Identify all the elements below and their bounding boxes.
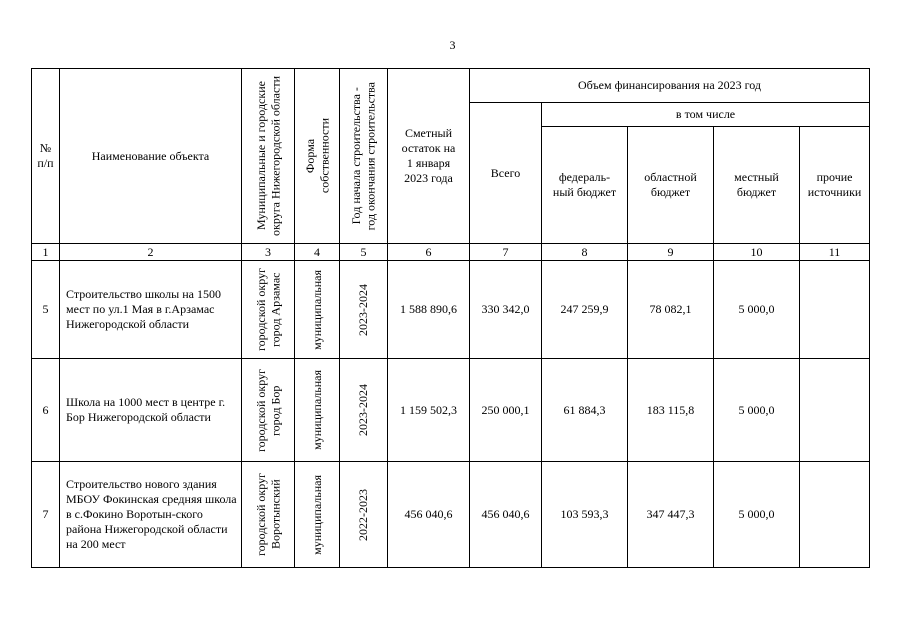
object-name: Строительство нового здания МБОУ Фокинская средняя школа в с.Фокино Воротын-ского района Нижегородской области на 200 мест [60,462,242,568]
header-num: № п/п [32,69,60,244]
column-number: 4 [295,244,340,261]
regional-cell: 347 447,3 [628,462,714,568]
table-header [32,69,870,261]
ownership-cell [295,261,340,359]
ownership-text: муниципальная [309,370,324,450]
municipality-cell [242,261,295,359]
years-text: 2022-2023 [356,488,371,541]
header-total: Всего [470,103,542,244]
header-funding: Объем финансирования на 2023 год [470,69,870,103]
header-name: Наименование объекта [60,69,242,244]
ownership-text: муниципальная [309,474,324,555]
column-number: 2 [60,244,242,261]
years-cell [340,359,388,462]
row-num: 5 [32,261,60,359]
total-cell: 330 342,0 [470,261,542,359]
municipality-text: городской округ город Бор [253,368,282,452]
municipality-text: городской округ город Арзамас [253,268,282,351]
header-including: в том числе [542,103,870,127]
header-balance: Сметный остаток на 1 января 2023 года [388,69,470,244]
ownership-cell [295,359,340,462]
column-number: 7 [470,244,542,261]
header-ownership [295,69,340,244]
balance-cell: 1 159 502,3 [388,359,470,462]
table-row [32,462,870,568]
local-cell: 5 000,0 [714,462,800,568]
object-name: Строительство школы на 1500 мест по ул.1 Мая в г.Арзамас Нижегородской области [60,261,242,359]
column-number: 9 [628,244,714,261]
column-numbers-row [32,244,870,261]
header-municipality [242,69,295,244]
header-local: местный бюджет [714,127,800,244]
federal-cell: 247 259,9 [542,261,628,359]
total-cell: 456 040,6 [470,462,542,568]
header-regional: областной бюджет [628,127,714,244]
table-row [32,359,870,462]
years-cell [340,261,388,359]
financing-table [31,68,870,568]
total-cell: 250 000,1 [470,359,542,462]
federal-cell: 103 593,3 [542,462,628,568]
regional-cell: 183 115,8 [628,359,714,462]
table-row [32,261,870,359]
column-number: 8 [542,244,628,261]
column-number: 3 [242,244,295,261]
column-number: 1 [32,244,60,261]
object-name: Школа на 1000 мест в центре г. Бор Нижегородской области [60,359,242,462]
row-num: 6 [32,359,60,462]
header-municipality-text: Муниципальные и городские округа Нижегородской области [253,76,282,236]
header-other: прочие источники [800,127,870,244]
local-cell: 5 000,0 [714,261,800,359]
balance-cell: 1 588 890,6 [388,261,470,359]
balance-cell: 456 040,6 [388,462,470,568]
column-number: 5 [340,244,388,261]
regional-cell: 78 082,1 [628,261,714,359]
municipality-cell [242,359,295,462]
municipality-text: городской округ Воротынский [253,473,282,556]
row-num: 7 [32,462,60,568]
page-number: 3 [449,38,456,52]
column-number: 10 [714,244,800,261]
years-cell [340,462,388,568]
header-years [340,69,388,244]
header-years-text: Год начала строительства - год окончания строительства [349,81,378,231]
years-text: 2023-2024 [356,384,371,436]
municipality-cell [242,462,295,568]
header-ownership-text: Форма собственности [302,118,331,194]
other-cell [800,462,870,568]
header-federal: федераль- ный бюджет [542,127,628,244]
column-number: 6 [388,244,470,261]
ownership-text: муниципальная [309,269,324,350]
other-cell [800,359,870,462]
local-cell: 5 000,0 [714,359,800,462]
federal-cell: 61 884,3 [542,359,628,462]
other-cell [800,261,870,359]
column-number: 11 [800,244,870,261]
years-text: 2023-2024 [356,283,371,336]
ownership-cell [295,462,340,568]
